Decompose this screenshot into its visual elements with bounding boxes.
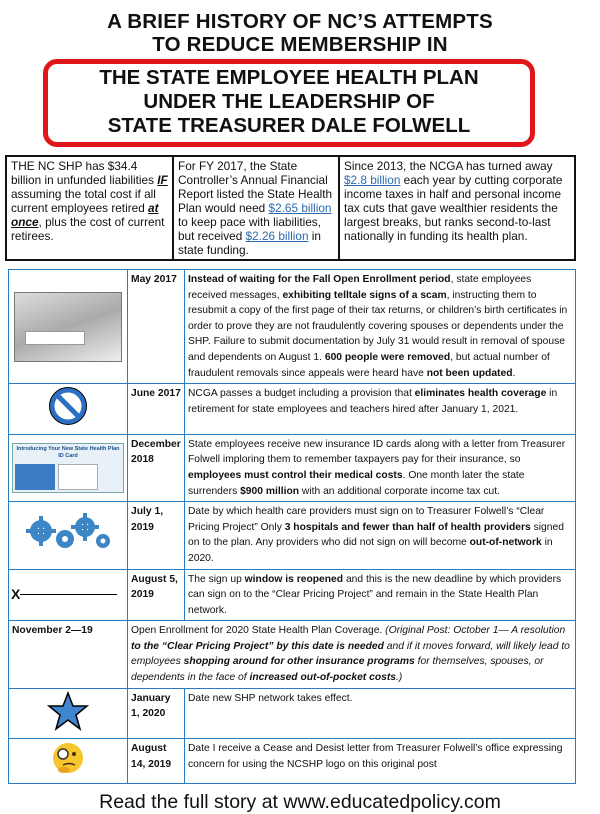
amount-link[interactable]: $2.65 billion	[268, 201, 332, 215]
timeline-date: January 1, 2020	[128, 688, 185, 739]
text-run: increased out-of-pocket costs	[249, 672, 396, 684]
timeline-image-cell	[9, 270, 128, 384]
timeline-table	[8, 269, 576, 784]
text-run: and if it moves forward, will likely lead to employees	[131, 640, 570, 668]
text-run: 600 people were removed	[324, 351, 451, 363]
text-run: 3 hospitals and fewer than half of health providers	[284, 521, 531, 533]
text-run: Since 2013, the NCGA has turned away	[344, 159, 553, 173]
timeline-image-cell	[9, 688, 128, 739]
text-run: , but actual number of fraudulent removals since appeals were heard have	[188, 351, 550, 379]
text-run: in state funding.	[178, 229, 321, 257]
text-run: . One month later the state surrenders	[188, 469, 525, 497]
timeline-row	[9, 434, 576, 501]
prohibition-icon	[48, 386, 88, 426]
text-run: at once	[11, 201, 159, 229]
text-run: window is reopened	[244, 573, 344, 585]
text-run: and this is the new deadline by which providers can sign on to the “Clear Pricing Project” and remain in the State Health Plan network.	[188, 573, 562, 616]
amount-link[interactable]: $2.8 billion	[344, 173, 401, 187]
timeline-row	[9, 688, 576, 739]
title-line-2: TO REDUCE MEMBERSHIP IN	[152, 33, 448, 56]
text-run: for themselves, spouses, or dependents in the face of	[131, 656, 544, 684]
text-run: exhibiting telltale signs of a scam	[282, 289, 447, 301]
boxed-line-1: THE STATE EMPLOYEE HEALTH PLAN	[99, 66, 479, 89]
text-run: , plus the cost of current retirees.	[11, 215, 165, 243]
id-card-image	[12, 443, 124, 493]
text-run: (Original Post: October 1— A resolution	[385, 625, 566, 637]
timeline-description	[185, 688, 576, 739]
timeline-image-cell	[9, 739, 128, 784]
timeline-row	[9, 569, 576, 621]
text-run: Date I receive a Cease and Desist letter from Treasurer Folwell’s office expressing concern for using the NCSHP logo on this original post	[188, 743, 563, 770]
text-run: in retirement for state employees and teachers hired after January 1, 2021.	[188, 388, 558, 415]
timeline-description	[185, 739, 576, 784]
timeline-row	[9, 739, 576, 784]
thinking-monocle-emoji	[51, 741, 85, 775]
timeline-image-cell	[9, 434, 128, 501]
text-run: not been updated	[426, 367, 513, 379]
text-run: to keep pace with liabilities, but received	[178, 215, 321, 243]
text-run: .)	[396, 672, 403, 684]
x-line-mark	[11, 587, 125, 603]
text-run: shopping around for other insurance programs	[183, 656, 415, 668]
star-icon	[47, 691, 89, 731]
timeline-image-cell	[9, 502, 128, 569]
timeline-description	[128, 621, 576, 688]
text-run: NCGA passes a budget including a provision that	[188, 388, 415, 400]
timeline-description	[185, 270, 576, 384]
fact-unfunded-liabilities	[7, 157, 174, 259]
text-run: State employees receive new insurance ID cards along with a letter from Treasurer Folwell imploring them to remember taxpayers pay for their insurance, so	[188, 438, 566, 466]
timeline-image-cell	[9, 384, 128, 435]
timeline-date: December 2018	[128, 434, 185, 501]
title-line-1: A BRIEF HISTORY OF NC’S ATTEMPTS	[107, 10, 493, 33]
text-run: .	[512, 367, 516, 379]
text-run: Date by which health care providers must sign on to Treasurer Folwell’s “Clear Pricing Project” Only	[188, 506, 545, 533]
timeline-description	[185, 384, 576, 435]
id-card-caption: Introducing Your New State Health Plan ID Card	[16, 445, 120, 459]
timeline-image-cell	[9, 569, 128, 621]
text-run: , instructing them to resubmit a copy of the first page of their tax returns, or children’s birth certificates in order to prove they are not fraudulently covering spouses or dependents under the SHP. Failure to submit documentation by July 31 would result in removal of spouse and dependents on August 1.	[188, 289, 568, 363]
gears-icon	[23, 511, 113, 555]
text-run: each year by cutting corporate income taxes in half and personal income tax cuts that gave wealthier residents the largest breaks, but ranks second-to-last nationally in funding its health plan.	[344, 173, 563, 243]
timeline-date: July 1, 2019	[128, 502, 185, 569]
fact-fy2017-funding	[174, 157, 340, 259]
timeline-description	[185, 502, 576, 569]
text-run: in 2020.	[188, 537, 553, 564]
timeline-date: August 5, 2019	[128, 569, 185, 621]
text-run: Instead of waiting for the Fall Open Enrollment period	[188, 274, 451, 285]
facts-table	[5, 155, 576, 261]
text-run: IF	[157, 173, 168, 187]
text-run: $900 million	[240, 485, 300, 497]
timeline-date: June 2017	[128, 384, 185, 435]
timeline-description	[185, 569, 576, 621]
text-run: out-of-network	[469, 537, 542, 549]
text-run: signed on to the plan. Any providers who did not sign on will become	[188, 521, 564, 549]
text-run: to the “Clear Pricing Project” by this date is needed	[131, 640, 384, 652]
timeline-date: May 2017	[128, 270, 185, 384]
text-run: For FY 2017, the State Controller’s Annual Financial Report listed the State Health Plan would need	[178, 159, 333, 215]
timeline-row	[9, 621, 576, 688]
timeline-row	[9, 384, 576, 435]
text-run: Open Enrollment for 2020 State Health Plan Coverage.	[131, 625, 386, 637]
text-run: with an additional corporate income tax cut.	[299, 485, 500, 497]
text-run: The sign up	[188, 573, 245, 585]
footer-link-text[interactable]: Read the full story at www.educatedpolicy.com	[99, 790, 501, 813]
timeline-date: August 14, 2019	[128, 739, 185, 784]
timeline-date: November 2—19	[9, 621, 128, 688]
envelope-photo	[14, 292, 122, 362]
text-run: assuming the total cost if all current employees retired	[11, 187, 156, 215]
text-run: employees must control their medical costs	[188, 469, 403, 481]
text-run: Date new SHP network takes effect.	[188, 692, 353, 704]
fact-tax-cuts	[340, 157, 574, 259]
boxed-line-3: STATE TREASURER DALE FOLWELL	[107, 114, 471, 137]
highlighted-title-box	[43, 59, 535, 147]
text-run: eliminates health coverage	[414, 388, 547, 400]
boxed-line-2: UNDER THE LEADERSHIP OF	[143, 90, 435, 113]
timeline-row	[9, 502, 576, 569]
text-run: THE NC SHP has $34.4 billion in unfunded liabilities	[11, 159, 158, 187]
timeline-description	[185, 434, 576, 501]
timeline-row	[9, 270, 576, 384]
x-mark-text: X	[11, 586, 21, 603]
amount-link[interactable]: $2.26 billion	[245, 229, 309, 243]
text-run: , state employees received messages,	[188, 274, 532, 301]
